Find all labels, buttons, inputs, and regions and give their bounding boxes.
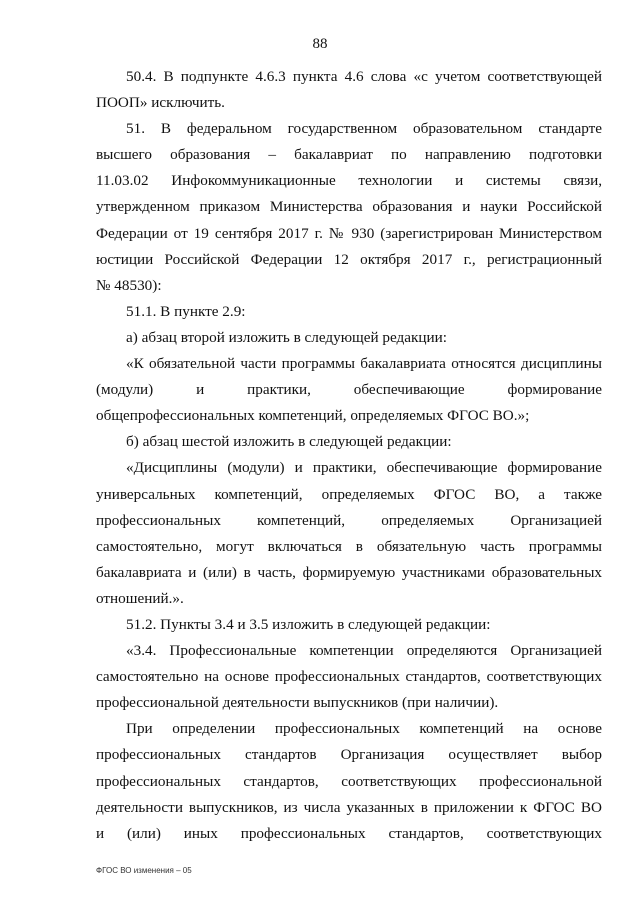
text-line: «Дисциплины (модули) и практики, обеспечивающие формирование [126, 459, 602, 477]
text-line: универсальных компетенций, определяемых ФГОС ВО, а также [96, 485, 602, 503]
footer-label: ФГОС ВО изменения – 05 [96, 866, 192, 875]
text-line: б) абзац шестой изложить в следующей редакции: [126, 433, 452, 451]
text-line: № 48530): [96, 276, 162, 294]
text-line: При определении профессиональных компетенций на основе [126, 720, 602, 738]
text-line: «3.4. Профессиональные компетенции определяются Организацией [126, 642, 602, 660]
text-line: утвержденном приказом Министерства образования и науки Российской [96, 198, 602, 216]
text-line: Федерации от 19 сентября 2017 г. № 930 (зарегистрирован Министерством [96, 224, 602, 242]
text-line: «К обязательной части программы бакалавриата относятся дисциплины [126, 355, 602, 373]
text-line: бакалавриата и (или) в часть, формируемую участниками образовательных [96, 563, 602, 581]
text-line: ПООП» исключить. [96, 94, 225, 112]
text-line: 11.03.02 Инфокоммуникационные технологии и системы связи, [96, 172, 602, 190]
page-number: 88 [312, 36, 328, 52]
text-line: профессиональных компетенций, определяемых Организацией [96, 511, 602, 529]
text-line: профессиональных стандартов, соответствующих профессиональной [96, 772, 602, 790]
text-line: (модули) и практики, обеспечивающие формирование [96, 381, 602, 399]
text-line: 51.2. Пункты 3.4 и 3.5 изложить в следующей редакции: [126, 615, 491, 633]
text-line: профессиональной деятельности выпускников (при наличии). [96, 694, 499, 712]
text-line: отношений.». [96, 589, 184, 607]
text-line: а) абзац второй изложить в следующей редакции: [126, 328, 448, 346]
document-body [96, 64, 602, 847]
text-line: самостоятельно на основе профессиональных стандартов, соответствующих [96, 668, 602, 686]
text-line: высшего образования – бакалавриат по направлению подготовки [96, 146, 602, 164]
text-line: 51.1. В пункте 2.9: [126, 302, 246, 320]
text-line: самостоятельно, могут включаться в обязательную часть программы [96, 537, 602, 555]
text-line: 51. В федеральном государственном образовательном стандарте [126, 120, 602, 138]
text-line: юстиции Российской Федерации 12 октября 2017 г., регистрационный [96, 250, 602, 268]
text-line: общепрофессиональных компетенций, определяемых ФГОС ВО.»; [96, 407, 530, 425]
text-line: и (или) иных профессиональных стандартов, соответствующих [96, 824, 602, 842]
text-line: деятельности выпускников, из числа указанных в приложении к ФГОС ВО [96, 798, 602, 816]
text-line: 50.4. В подпункте 4.6.3 пункта 4.6 слова «с учетом соответствующей [126, 68, 602, 85]
text-line: профессиональных стандартов Организация осуществляет выбор [96, 746, 602, 764]
